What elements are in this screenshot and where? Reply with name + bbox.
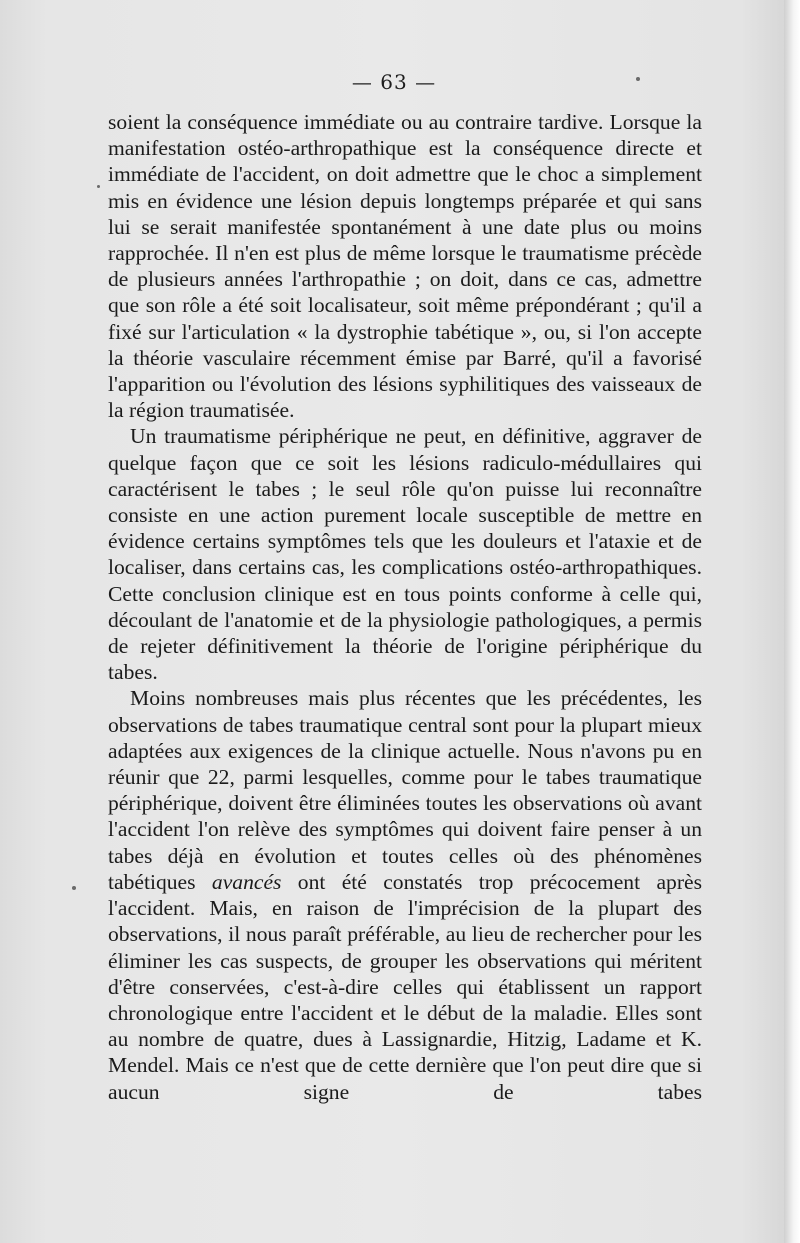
paragraph-2: Un traumatisme périphérique ne peut, en définitive, aggraver de quelque façon que ce soit les lésions radiculo-médullaires qui caractérisent le tabes ; le seul rôle qu'on puisse lui reconnaître consiste en une action purement locale susceptible de mettre en évidence certains symptômes tels que les douleurs et l'ataxie et de localiser, dans certains cas, les complications ostéo-arthropathiques. Cette conclusion clinique est en tous points conforme à celle qui, découlant de l'anatomie et de la physiologie pathologiques, a permis de rejeter définitivement la théorie de l'origine périphérique du tabes. bbox=[108, 424, 702, 685]
body-text bbox=[108, 109, 702, 1105]
paragraph-3-part-1: Moins nombreuses mais plus récentes que les précédentes, les observations de tabes traumatique central sont pour la plupart mieux adaptées aux exigences de la clinique actuelle. Nous n'avons pu en réunir que 22, parmi lesquelles, comme pour le tabes traumatique périphérique, doivent être éliminées toutes les observations où avant l'accident l'on relève des symptômes qui doivent faire penser à un tabes déjà en évolution et toutes celles où des phénomènes tabétiques bbox=[108, 686, 702, 894]
italic-word-avances: avancés bbox=[211, 869, 282, 894]
page-number: — 63 — bbox=[351, 70, 437, 94]
paragraph-3-part-2: ont été constatés trop précocement après l'accident. Mais, en raison de l'imprécision de la plupart des observations, il nous paraît préférable, au lieu de rechercher pour les éliminer les cas suspects, de grouper les observations qui méritent d'être conservées, c'est-à-dire celles qui établissent un rapport chronologique entre l'accident et le début de la maladie. Elles sont au nombre de quatre, dues à Lassignardie, Hitzig, Ladame et K. Mendel. Mais ce n'est que de cette dernière que l'on peut dire que si aucun signe de tabes bbox=[108, 869, 702, 1104]
paragraph-3 bbox=[108, 685, 702, 1104]
paragraph-1: soient la conséquence immédiate ou au contraire tardive. Lorsque la manifestation ostéo-arthropathique est la conséquence directe et immédiate de l'accident, on doit admettre que le choc a simplement mis en évidence une lésion depuis longtemps préparée et qui sans lui se serait manifestée spontanément à une date plus ou moins rapprochée. Il n'en est plus de même lorsque le traumatisme précède de plusieurs années l'arthropathie ; on doit, dans ce cas, admettre que son rôle a été soit localisateur, soit même prépondérant ; qu'il a fixé sur l'articulation « la dystrophie tabétique », ou, si l'on accepte la théorie vasculaire récemment émise par Barré, qu'il a favorisé l'apparition ou l'évolution des lésions syphilitiques des vaisseaux de la région traumatisée. bbox=[108, 110, 702, 423]
paper-speck bbox=[636, 77, 640, 81]
paper-speck bbox=[72, 886, 76, 890]
page-edge-shadow bbox=[784, 0, 800, 1243]
paper-speck bbox=[97, 185, 100, 188]
